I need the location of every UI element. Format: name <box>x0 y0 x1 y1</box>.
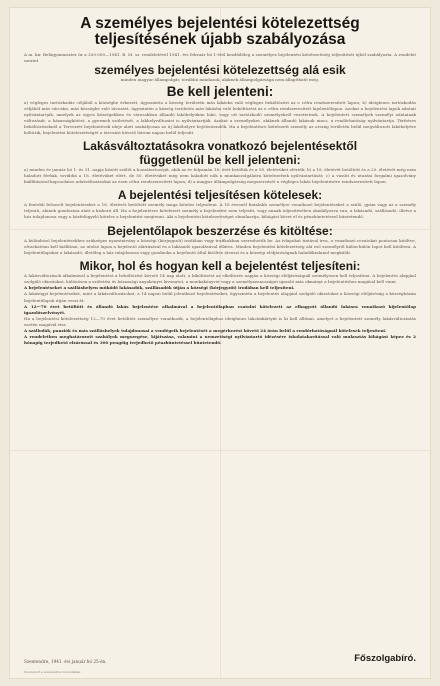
section4-heading: A bejelentési teljesítésen kötelesek: <box>117 188 323 203</box>
section6-bold-paragraph-2: A 12—70 évet betöltött és állandó lakás bejelentése alkalmával a bejelentőlapban csatolni kötelezett az elhagyott állandó lakásra vonatkozó kijelentőlap igazolószelvényét. <box>24 303 416 315</box>
section6-text-2: A lakásügyi bejelentéseket, mint a lakásváltozásokat, a 14 napon belül jelentkező bejelentéseket, úgyszintén a bejelentés alapjául szolgáló okiratokat a községi elöljáróság a községházán bejelentőlapok útján veszi át. <box>24 291 416 303</box>
poster-footer <box>24 653 416 664</box>
section2-text: a) végleges tartózkodás céljából a községbe érkezett, úgyszintén a község területén más lakásba való végleges beköltözést az e célra rendszeresített lapon; b) ideiglenes tartózkodás céljából más városba, más községbe való távozást, úgyszintén a község területén más lakásba való beköltözést az e célra rendszeresített kijelentőlapon. Azokat a bejelentési lapok adatait nyilvántartják, amelyek az egyes községekben és városokban állandó lakóhelyükön lakó, vagy ott tartózkodó személyekről vezettetnek. A bejelentett személyek személyi adatainak változását, a házasságkötést, a gyermek születését, a lakhelyváltozást is nyilvántartják. Azokat a személyeket, akiknek állandó lakásuk nincs, a rendőrhatóság nyilvántartja. Térítéses beköltözéseknél a Tervezett bejelentések ideje alatt szabályosan az új lakóhelyre bejelentendők. Ha a bejelentésre kötelezett személy az ország területén belül megváltozott lakóhelyére költözik, bejelentési kötelezettségét a távozást követő három napon belül teljesíti. <box>24 99 416 136</box>
intro-paragraph: A m. kir. Belügyminiszter úr a 200.000—1941. B. M. sz. rendeletével 1941. évi február hó 1-étől kezdődőleg a személyes bejelentési kötelezettség teljesítését újból szabályozta. A rendelet szerint <box>24 51 416 63</box>
section6-text: A lakásváltozások alkalmával a bejelentést a beköltözést követő 14 nap alatt, a kiköltözést az elköltözés napján a községi elöljáróságnál személyesen kell teljesíteni. A bejelentés alapjául szolgáló okiratokat, különösen a születési és házassági anyakönyvi kivonatot, a munkakönyvet vagy a személyazonosságot igazoló más okmányt a bejelentéshez magával kell vinni. <box>24 273 416 285</box>
section5-text: A különböző bejelentésekhez szükséges nyomtatvány a községi (körjegyzői) irodában vagy trafikokban szerezhetők be. Az ívlapokat tintával írva, a vonatkozó rovatokat pontosan kitöltve, olvashatóan kell kiállítani, az utolsó lapon a bejelentő aláírásával és a lakásadó igazolásával ellátva. Minden bejelentési kötelezettség alá eső személyről külön-külön lapot kell kitölteni. A bejelentőlapokat a lakásadó, illetőleg a ház tulajdonosa vagy gondnoka a bejelentő által kitöltve átveszi és a községi elöljáróságnak haladéktalanul megküldi. <box>24 237 416 255</box>
section3-heading-line2: függetlenül be kell jelenteni: <box>139 152 301 167</box>
issue-date: Szentendre, 1941. évi január hó 25-én. <box>24 659 107 664</box>
section2-heading: Be kell jelenteni: <box>166 84 274 99</box>
poster-sheet <box>10 8 430 678</box>
section5-heading: Bejelentőlapok beszerzése és kitöltése: <box>107 223 333 238</box>
section1-heading: személyes bejelentési kötelezettség alá esik <box>94 62 346 77</box>
section1-subtext: minden magyar állampolgár, továbbá mindazok, akiknek állampolgársága nem állapítható meg. <box>120 76 320 82</box>
section6-bold-paragraph-1: A bejelentéseket a szálláshelyen működő lakásadók, szállásadók útján a községi (körjegyzői) irodában kell teljesíteni. <box>24 285 295 291</box>
section4-text: A fentebb felsorolt bejelentéseket a 18. életévét betöltött személy maga köteles teljesíteni. A 18 évesnél fiatalabb személyre vonatkozó bejelentéseket a szülő, gyám vagy az a személy teljesíti, akinek gondozása alatt a kiskorú áll. Ha a bejelentésre kötelezett személy a bejelentést nem teljesíti, vagy annak teljesítésében akadályozva van, a lakásadó, szállásadó, illetve a ház tulajdonosa vagy a házfelügyelő köteles a bejelentést megtenni. Aki a bejelentési kötelezettséget elmulasztja, kihágást követ el és pénzbüntetéssel büntetendő. <box>24 202 416 220</box>
section3-heading-line1: Lakásváltoztatásokra vonatkozó bejelentésektől <box>82 139 358 154</box>
signature-title: Főszolgabíró. <box>354 653 416 664</box>
section3-text: a) minden év január hó 1. és 31. napja között szülőt a hozzátartozóját, akik az év folyamán 18. évét betöltik és a 18. életévüket elérték; b) a 18. életévét betöltött és a 20. életévét még nem haladott férfiak, továbbá a 18. életévüket elért, de 50. életévüket még nem haladott nők a munkaszolgálatra kötelezettek nyilvántartását; c) a vasúti és utazási forgalmi igazolvány kiállításával kapcsolatos adatváltozásokat az ezen célra rendszeresített lapon; d) a magyar állampolgárság megszerzését a végleges lakás bejelentésére rendszeresített lapon. <box>24 166 416 184</box>
section6-text-3: Ha a bejelentési kötelezettség 12—70 évet betöltött személyre vonatkozik, a bejelentőlaphoz ideiglenes lakcímkártyát is ki kell állítani, amelyet a bejelentett személy lakásváltoztatás esetén magával visz. <box>24 315 416 327</box>
poster-content <box>24 14 416 346</box>
section6-bold-paragraph-4: A rendeletben meghatározott szabályok megszegése, kijátszása, valamint a nemzetiségi nyilvántartó idézésére iskolatakarítással való mulasztás kihágást képez és 2 hónapig terjedhető elzárással és 300 pengőig terjedhető pénzbüntetéssel büntetendő. <box>24 334 416 346</box>
poster-title-line1: A személyes bejelentési kötelezettség <box>80 15 360 32</box>
fold-line-horizontal-2 <box>10 450 430 451</box>
section6-bold-paragraph-3: A szállodák, panziók és más szálláshelyek tulajdonosai a vendégeik bejelentését a megérkezést követő 24 órán belül a rendőrhatóságnál kötelesek teljesíteni. <box>24 328 387 334</box>
printer-note: Nyomatott a szentendrei nyomdában. <box>24 670 82 674</box>
section6-heading: Mikor, hol és hogyan kell a bejelentést teljesíteni: <box>79 259 361 273</box>
poster-title-line2: teljesítésének újabb szabályozása <box>94 31 346 49</box>
